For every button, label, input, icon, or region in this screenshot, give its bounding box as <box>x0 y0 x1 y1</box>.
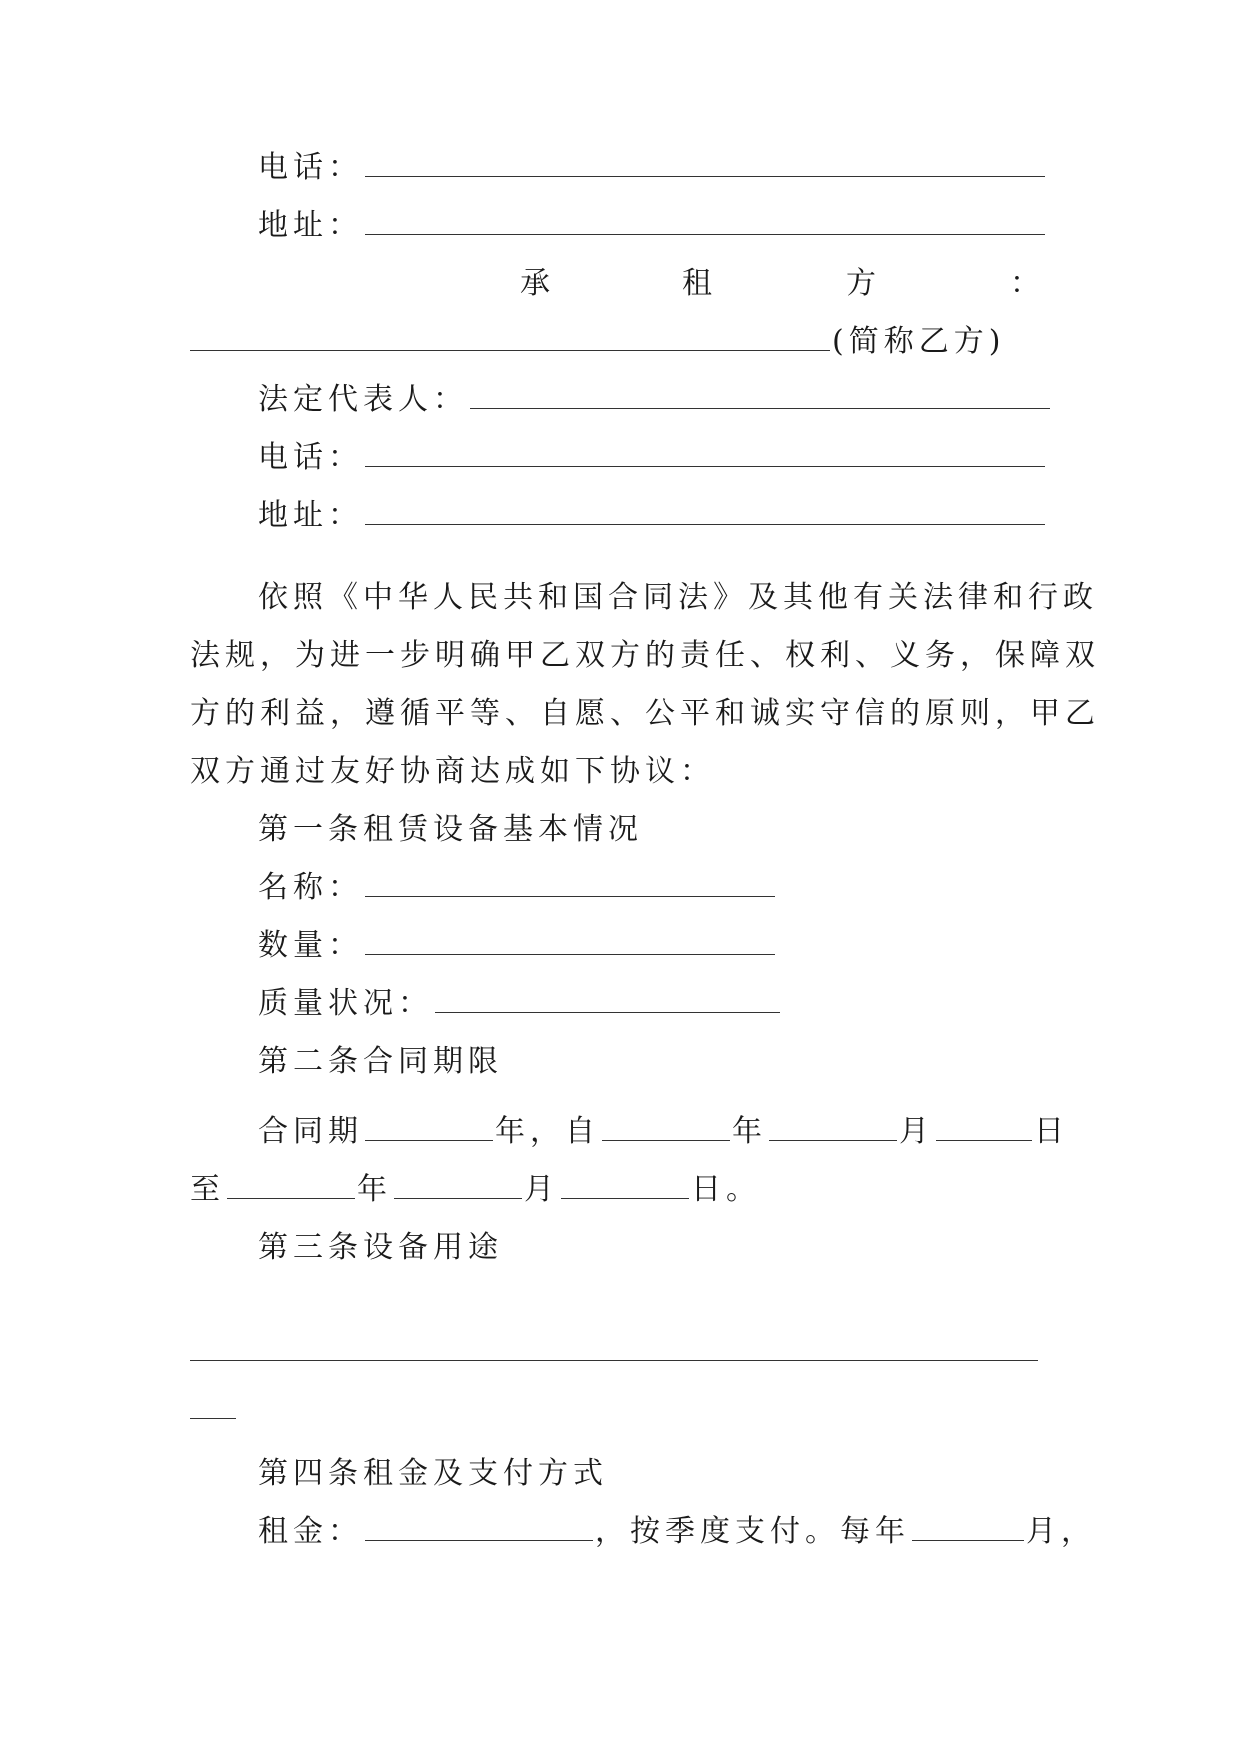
lessee-address-blank <box>365 494 1045 525</box>
term-from: ，自 <box>530 1114 600 1149</box>
end-year-blank <box>227 1168 355 1199</box>
term-prefix: 合同期 <box>258 1114 363 1149</box>
preamble-line-2: 法规，为进一步明确甲乙双方的责任、权利、义务，保障双 <box>190 638 1100 673</box>
end-day-blank <box>561 1168 689 1199</box>
equipment-name-line <box>258 866 777 910</box>
equipment-name-label: 名称： <box>258 870 363 905</box>
end-year-unit: 年 <box>357 1172 392 1207</box>
end-month-blank <box>394 1168 522 1199</box>
preamble-line-3: 方的利益，遵循平等、自愿、公平和诚实守信的原则，甲乙 <box>190 696 1100 731</box>
equipment-name-blank <box>365 866 775 897</box>
rent-line <box>258 1510 1096 1554</box>
equipment-quality-label: 质量状况： <box>258 986 433 1021</box>
payment-month-blank <box>912 1510 1024 1541</box>
lessee-phone-label: 电话： <box>258 440 363 475</box>
lessor-address-blank <box>365 204 1045 235</box>
lessee-heading-char: 方 <box>846 266 881 301</box>
equipment-quantity-label: 数量： <box>258 928 363 963</box>
start-year-unit: 年 <box>732 1114 767 1149</box>
usage-blank-line-1 <box>190 1360 1038 1361</box>
lessee-heading-char: ： <box>1010 266 1045 301</box>
lessee-phone-line <box>258 436 1047 480</box>
preamble-line-4: 双方通过友好协商达成如下协议： <box>190 754 715 789</box>
equipment-quality-blank <box>435 982 780 1013</box>
start-year-blank <box>602 1110 730 1141</box>
article-3-title: 第三条设备用途 <box>258 1230 503 1265</box>
equipment-quality-line <box>258 982 782 1026</box>
lessee-abbr-note: (简称乙方) <box>832 324 1006 359</box>
usage-blank-line-2 <box>190 1418 236 1419</box>
rent-quarterly-text: ，按季度支付。每年 <box>595 1514 910 1549</box>
lessee-address-label: 地址： <box>258 498 363 533</box>
start-month-blank <box>769 1110 897 1141</box>
term-line-2 <box>190 1168 761 1212</box>
lessor-phone-line <box>258 146 1047 190</box>
start-day-blank <box>936 1110 1032 1141</box>
end-month-unit: 月 <box>524 1172 559 1207</box>
lessee-legal-rep-label: 法定代表人： <box>258 382 468 417</box>
lessee-legal-rep-blank <box>470 378 1050 409</box>
lessor-address-label: 地址： <box>258 208 363 243</box>
lessee-legal-rep-line <box>258 378 1052 422</box>
preamble-line-1: 依照《中华人民共和国合同法》及其他有关法律和行政 <box>258 580 1098 615</box>
start-month-unit: 月 <box>899 1114 934 1149</box>
lessee-heading <box>258 262 1045 306</box>
lessee-name-line <box>190 320 1005 364</box>
lessee-phone-blank <box>365 436 1045 467</box>
article-4-title: 第四条租金及支付方式 <box>258 1456 608 1491</box>
lessor-phone-label: 电话： <box>258 150 363 185</box>
term-year-unit: 年 <box>495 1114 530 1149</box>
end-day-unit: 日。 <box>691 1172 761 1207</box>
lessor-phone-blank <box>365 146 1045 177</box>
term-line-1 <box>258 1110 1069 1154</box>
lessee-heading-char: 承 <box>520 266 555 301</box>
payment-month-suffix: 月， <box>1026 1514 1096 1549</box>
article-1-title: 第一条租赁设备基本情况 <box>258 812 643 847</box>
lessee-heading-char: 租 <box>682 266 717 301</box>
equipment-quantity-blank <box>365 924 775 955</box>
term-to: 至 <box>190 1172 225 1207</box>
lessee-address-line <box>258 494 1047 538</box>
lessor-address-line <box>258 204 1047 248</box>
rent-label: 租金： <box>258 1514 363 1549</box>
article-2-title: 第二条合同期限 <box>258 1044 503 1079</box>
rent-amount-blank <box>365 1510 593 1541</box>
lessee-name-blank <box>190 320 830 351</box>
term-years-blank <box>365 1110 493 1141</box>
equipment-quantity-line <box>258 924 777 968</box>
start-day-unit: 日 <box>1034 1114 1069 1149</box>
